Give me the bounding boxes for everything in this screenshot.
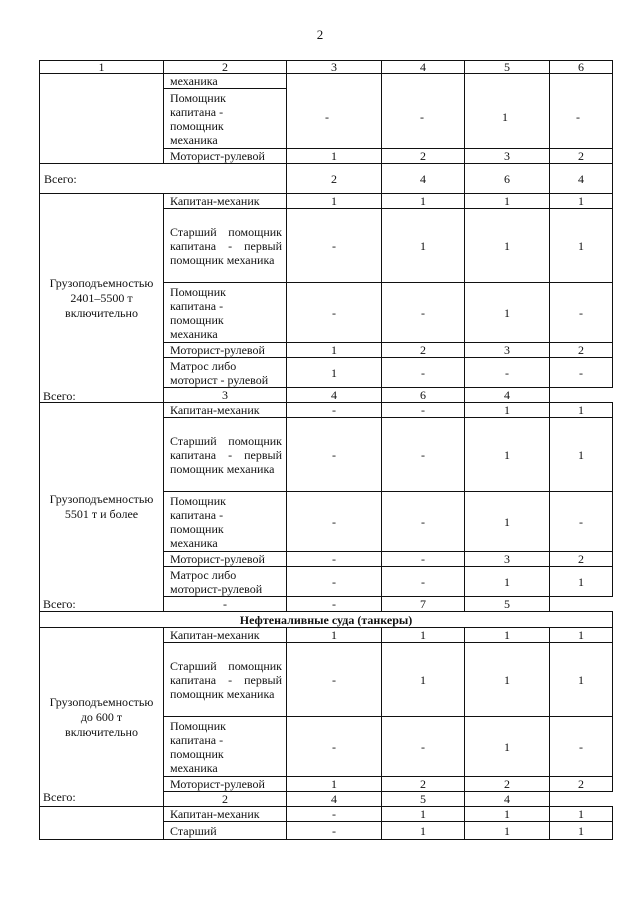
value-cell: - (550, 717, 613, 777)
total-value: 5 (465, 597, 550, 612)
value-cell: 1 (465, 418, 550, 492)
value-text: - (576, 110, 580, 124)
total-value: 6 (465, 164, 550, 194)
value-cell: 1 (465, 643, 550, 717)
position-text: Матрос либо (170, 358, 237, 373)
position-cell (164, 358, 287, 388)
position-text: Матрос либо (170, 567, 237, 582)
value-cell: 1 (382, 628, 465, 643)
position-cell (164, 283, 287, 343)
value-cell: - (287, 418, 382, 492)
value-cell: 1 (465, 628, 550, 643)
value-cell: 1 (382, 807, 465, 822)
total-value: 4 (465, 388, 550, 403)
value-cell: - (550, 358, 613, 388)
total-row (40, 164, 613, 194)
value-cell: 1 (465, 567, 550, 597)
position-cell (164, 717, 287, 777)
value-cell: - (287, 552, 382, 567)
table-row (40, 628, 613, 643)
value-cell: 1 (287, 358, 382, 388)
total-value: 7 (382, 597, 465, 612)
position-cell: Капитан-механик (164, 403, 287, 418)
value-cell: - (287, 807, 382, 822)
position-text: моторист - рулевой (170, 372, 269, 387)
header-cell: 1 (40, 61, 164, 74)
total-value: - (164, 597, 287, 612)
value-cell: 1 (382, 194, 465, 209)
table-row (40, 194, 613, 209)
value-cell: 1 (550, 643, 613, 717)
value-cell: 1 (287, 149, 382, 164)
value-cell (287, 74, 382, 149)
value-cell: 3 (465, 149, 550, 164)
position-cell (164, 492, 287, 552)
position-cell: Капитан-механик (164, 628, 287, 643)
value-cell: - (550, 283, 613, 343)
page-number: 2 (316, 27, 324, 42)
value-cell: - (287, 209, 382, 283)
value-cell: 1 (465, 807, 550, 822)
value-cell: 2 (465, 777, 550, 792)
position-cell: Старший помощник капитана - первый помощник механика (164, 643, 287, 717)
total-value: 4 (287, 388, 382, 403)
value-cell: - (382, 283, 465, 343)
value-cell: - (550, 492, 613, 552)
value-cell: 2 (550, 343, 613, 358)
value-cell: 2 (382, 777, 465, 792)
total-value: - (287, 597, 382, 612)
value-cell: 1 (465, 822, 550, 840)
value-cell: - (287, 643, 382, 717)
value-cell: - (465, 358, 550, 388)
value-cell: 1 (382, 209, 465, 283)
value-cell: 1 (550, 418, 613, 492)
position-text: Помощник капитана - помощник механика (170, 284, 226, 341)
value-cell: 1 (550, 194, 613, 209)
position-cell: Моторист-рулевой (164, 343, 287, 358)
value-cell: - (382, 418, 465, 492)
value-cell: - (287, 822, 382, 840)
table-row (40, 807, 613, 822)
group-cell-empty (40, 807, 164, 840)
value-cell: 1 (287, 343, 382, 358)
value-text: - (420, 110, 424, 124)
header-cell: 3 (287, 61, 382, 74)
header-cell: 6 (550, 61, 613, 74)
value-cell: - (287, 283, 382, 343)
position-cell: Капитан-механик (164, 194, 287, 209)
position-cell: Моторист-рулевой (164, 149, 287, 164)
value-cell: 1 (382, 643, 465, 717)
value-cell: - (287, 492, 382, 552)
value-cell: 1 (287, 194, 382, 209)
header-row (40, 61, 613, 74)
table-row (40, 74, 613, 89)
value-cell: 2 (382, 343, 465, 358)
position-cell: Старший помощник капитана - первый помощник механика (164, 418, 287, 492)
total-value: 4 (287, 792, 382, 807)
header-cell: 2 (164, 61, 287, 74)
value-cell: 1 (465, 717, 550, 777)
group-cell-empty (40, 74, 164, 164)
group-cell: Грузоподъемностью 5501 т и более (40, 403, 164, 612)
value-cell: - (382, 567, 465, 597)
position-cell: Моторист-рулевой (164, 552, 287, 567)
total-label: Всего: (40, 164, 287, 194)
value-text: - (325, 110, 329, 124)
value-cell: - (287, 567, 382, 597)
value-cell: 1 (465, 194, 550, 209)
value-cell: - (287, 717, 382, 777)
total-label: Всего: (43, 597, 76, 611)
value-cell: 1 (287, 628, 382, 643)
position-cell (164, 89, 287, 149)
header-cell: 4 (382, 61, 465, 74)
value-cell: 1 (550, 807, 613, 822)
value-cell (550, 74, 613, 149)
position-cell (164, 567, 287, 597)
total-value: 4 (382, 164, 465, 194)
table-row (40, 403, 613, 418)
value-cell: 1 (550, 209, 613, 283)
value-cell: 1 (465, 209, 550, 283)
crew-table (39, 60, 613, 840)
total-value: 2 (164, 792, 287, 807)
value-cell: - (382, 552, 465, 567)
total-value: 2 (287, 164, 382, 194)
value-cell: 1 (550, 403, 613, 418)
value-cell: 1 (550, 567, 613, 597)
value-cell: 1 (550, 822, 613, 840)
group-cell: Грузоподъемностью до 600 т включительно (40, 628, 164, 807)
value-cell: 1 (465, 283, 550, 343)
position-text: Помощник капитана - помощник механика (170, 90, 226, 147)
total-value: 4 (550, 164, 613, 194)
position-cell: Моторист-рулевой (164, 777, 287, 792)
section-row (40, 612, 613, 628)
total-value: 6 (382, 388, 465, 403)
section-title: Нефтеналивные суда (танкеры) (40, 612, 613, 628)
position-cell: механика (164, 74, 287, 89)
value-text: 1 (502, 110, 508, 124)
value-cell: 1 (465, 492, 550, 552)
value-cell: 3 (465, 343, 550, 358)
position-cell: Старший помощник капитана - первый помощник механика (164, 209, 287, 283)
value-cell: - (382, 403, 465, 418)
position-text: моторист-рулевой (170, 581, 263, 596)
header-cell: 5 (465, 61, 550, 74)
value-cell: 1 (550, 628, 613, 643)
total-label: Всего: (43, 389, 76, 403)
value-cell: - (382, 492, 465, 552)
position-text: Помощник капитана - помощник механика (170, 493, 226, 550)
value-cell: 2 (382, 149, 465, 164)
value-cell: 2 (550, 552, 613, 567)
total-value: 5 (382, 792, 465, 807)
position-cell: Капитан-механик (164, 807, 287, 822)
value-cell: - (382, 358, 465, 388)
value-cell: 1 (465, 403, 550, 418)
group-cell: Грузоподъемностью 2401–5500 т включительно (40, 194, 164, 403)
position-text: Помощник капитана - помощник механика (170, 718, 226, 775)
position-cell: Старший (164, 822, 287, 840)
total-value: 4 (465, 792, 550, 807)
total-value: 3 (164, 388, 287, 403)
value-cell: 1 (382, 822, 465, 840)
value-cell: 1 (287, 777, 382, 792)
value-cell: - (287, 403, 382, 418)
total-label: Всего: (43, 790, 76, 804)
value-cell: 3 (465, 552, 550, 567)
value-cell: 2 (550, 149, 613, 164)
value-cell: 2 (550, 777, 613, 792)
value-cell: - (382, 717, 465, 777)
